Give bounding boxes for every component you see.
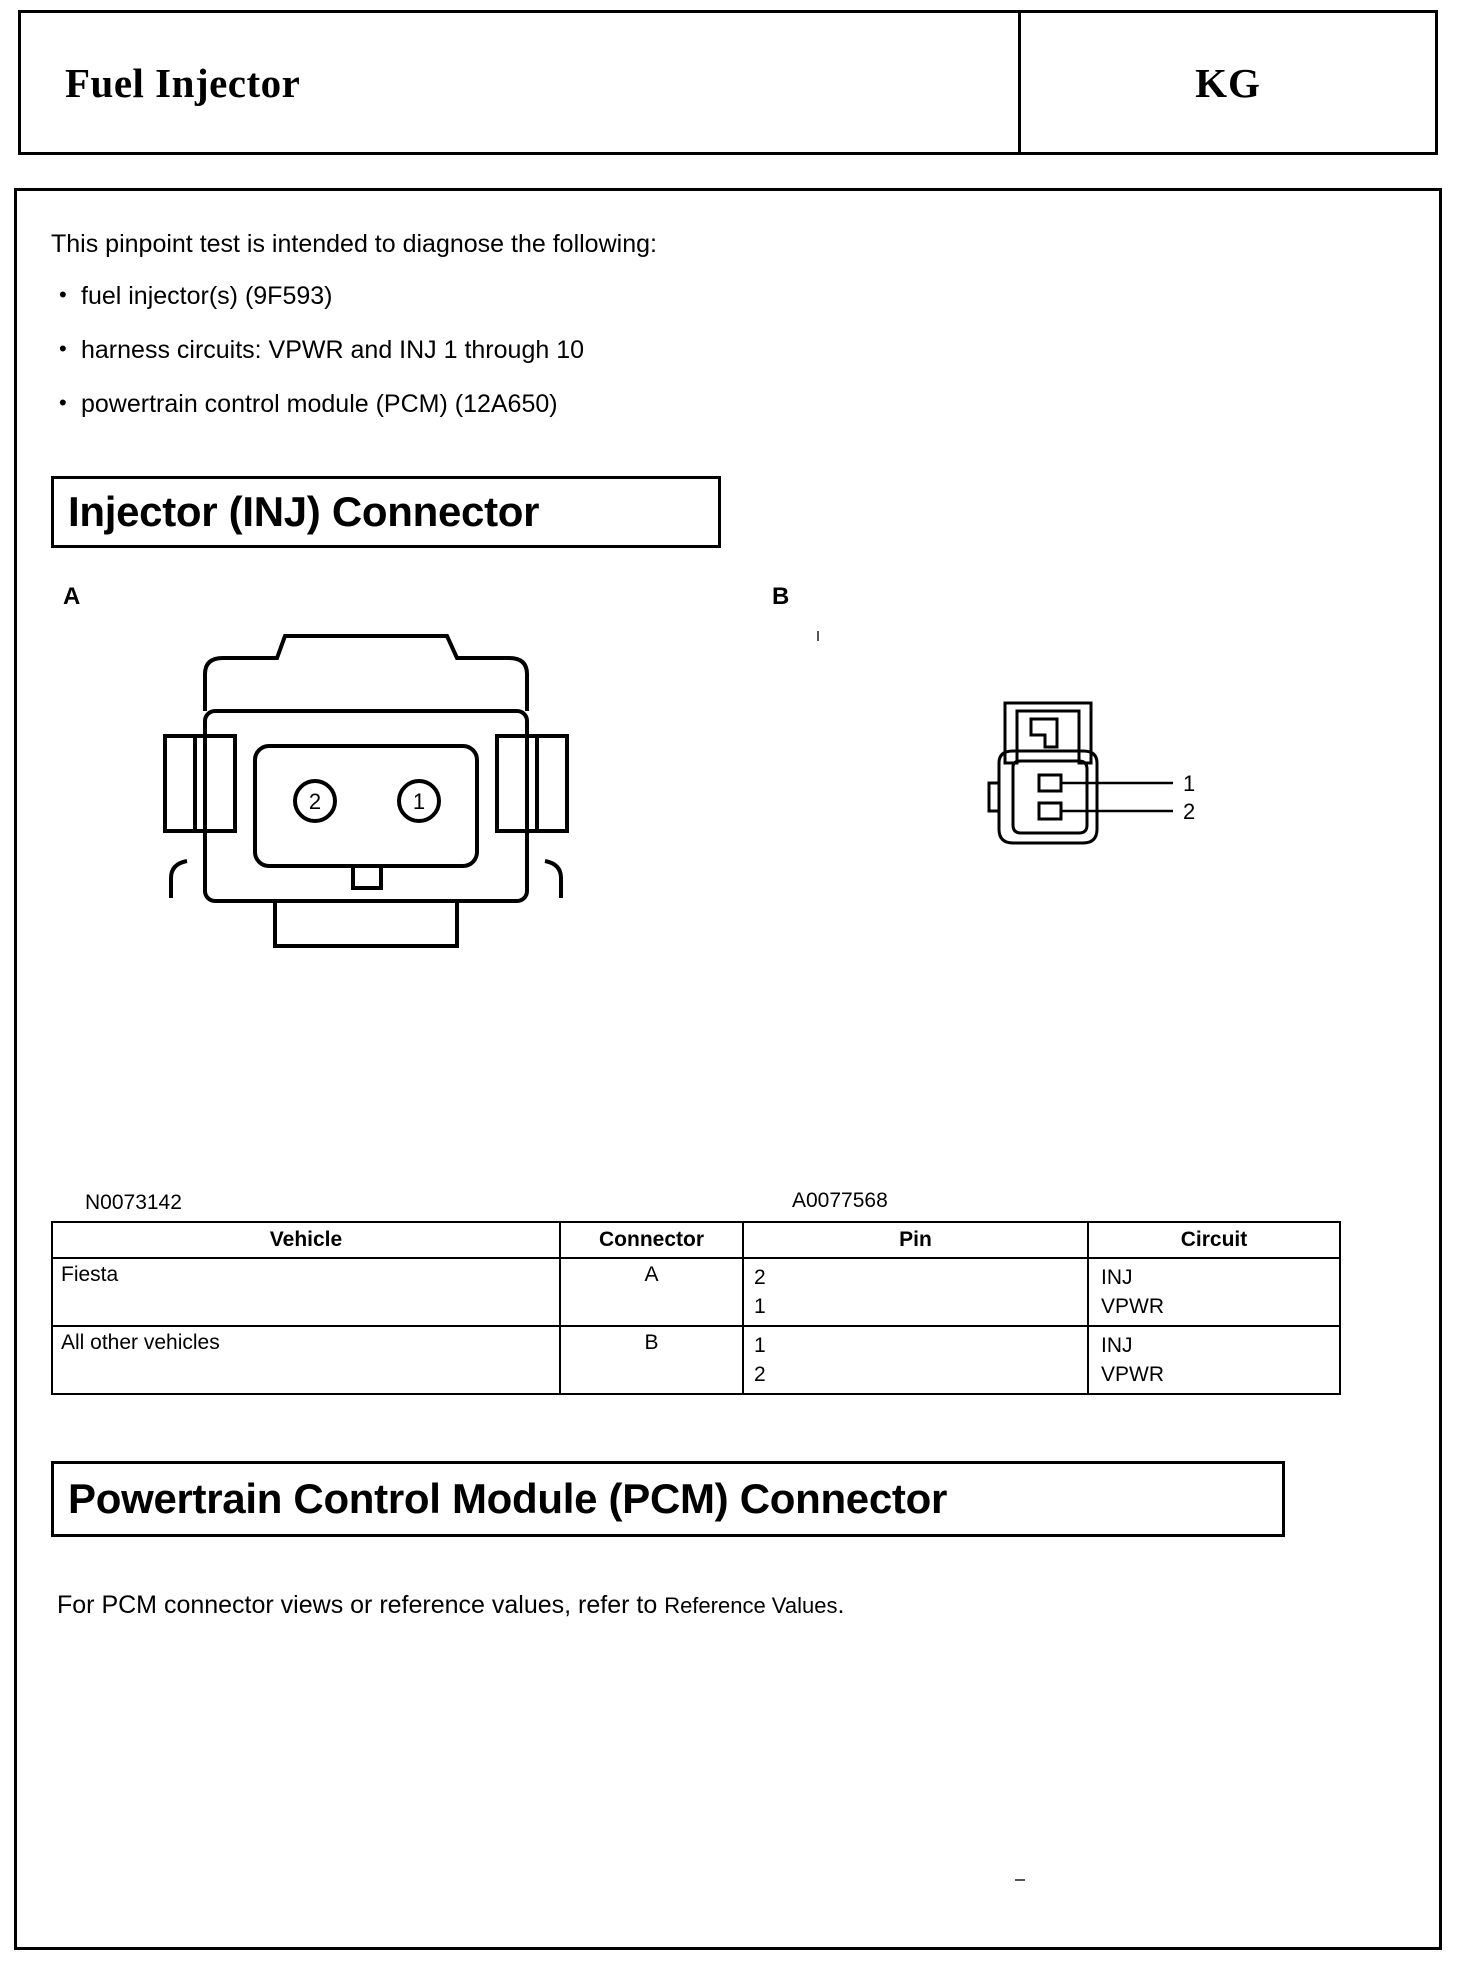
circuit-value: INJ: [1101, 1266, 1133, 1289]
figure-code-b: A0077568: [792, 1189, 888, 1212]
page-header: [18, 10, 1438, 155]
page-title: Fuel Injector: [65, 59, 301, 106]
table-row: [52, 1258, 1340, 1326]
cell-connector: B: [560, 1326, 743, 1394]
intro-bullet-list: [51, 281, 1151, 419]
table-row: [52, 1326, 1340, 1394]
list-item: • fuel injector(s) (9F593): [51, 281, 1151, 311]
pin-value: 1: [754, 1295, 766, 1318]
cell-vehicle: Fiesta: [52, 1258, 560, 1326]
intro-lead: This pinpoint test is intended to diagnose the following:: [51, 230, 657, 258]
figure-code-a: N0073142: [85, 1191, 182, 1214]
cell-pin: [743, 1258, 1088, 1326]
pcm-note-text-before: For PCM connector views or reference values, refer to: [57, 1591, 665, 1619]
connector-b-pin-label-2: 2: [1183, 799, 1196, 824]
section-heading-injector-connector: [51, 476, 721, 548]
list-item: • powertrain control module (PCM) (12A650): [51, 389, 1151, 419]
header-code-cell: [1021, 13, 1435, 152]
intro-block: [51, 229, 1151, 443]
header-code: KG: [1195, 59, 1261, 106]
cell-circuit: [1088, 1326, 1340, 1394]
column-header-vehicle: Vehicle: [52, 1222, 560, 1258]
connector-a-pin-label-1: 1: [412, 789, 426, 814]
cell-pin: [743, 1326, 1088, 1394]
connector-b-pin-label-1: 1: [1183, 771, 1196, 796]
connector-b-diagram: [987, 691, 1247, 906]
header-title-cell: [21, 13, 1021, 152]
pin-value: 1: [754, 1334, 766, 1357]
section-heading-label: Injector (INJ) Connector: [68, 488, 540, 535]
figure-label-b: B: [772, 583, 790, 610]
cell-vehicle: All other vehicles: [52, 1326, 560, 1394]
pin-value: 2: [754, 1266, 766, 1289]
pin-value: 2: [754, 1363, 766, 1386]
cell-connector: A: [560, 1258, 743, 1326]
section-heading-pcm-connector: [51, 1461, 1285, 1537]
connector-a-diagram: [157, 616, 627, 1021]
column-header-connector: Connector: [560, 1222, 743, 1258]
column-header-pin: Pin: [743, 1222, 1088, 1258]
column-header-circuit: Circuit: [1088, 1222, 1340, 1258]
section-heading-label: Powertrain Control Module (PCM) Connector: [68, 1475, 948, 1522]
list-item: • harness circuits: VPWR and INJ 1 through 10: [51, 335, 1151, 365]
circuit-value: VPWR: [1101, 1363, 1164, 1386]
connector-pinout-table: [51, 1221, 1341, 1395]
content-panel: [14, 188, 1442, 1950]
pcm-note-text-after: .: [837, 1591, 845, 1619]
circuit-value: INJ: [1101, 1334, 1133, 1357]
circuit-value: VPWR: [1101, 1295, 1164, 1318]
reference-values-link[interactable]: Reference Values: [664, 1593, 838, 1618]
connector-a-pin-label-2: 2: [308, 789, 322, 814]
scan-artifact-mark: [817, 631, 819, 641]
table-header-row: [52, 1222, 1340, 1258]
scan-artifact-mark: [1015, 1879, 1025, 1881]
cell-circuit: [1088, 1258, 1340, 1326]
pcm-reference-note: [57, 1591, 844, 1620]
figure-label-a: A: [63, 583, 81, 610]
